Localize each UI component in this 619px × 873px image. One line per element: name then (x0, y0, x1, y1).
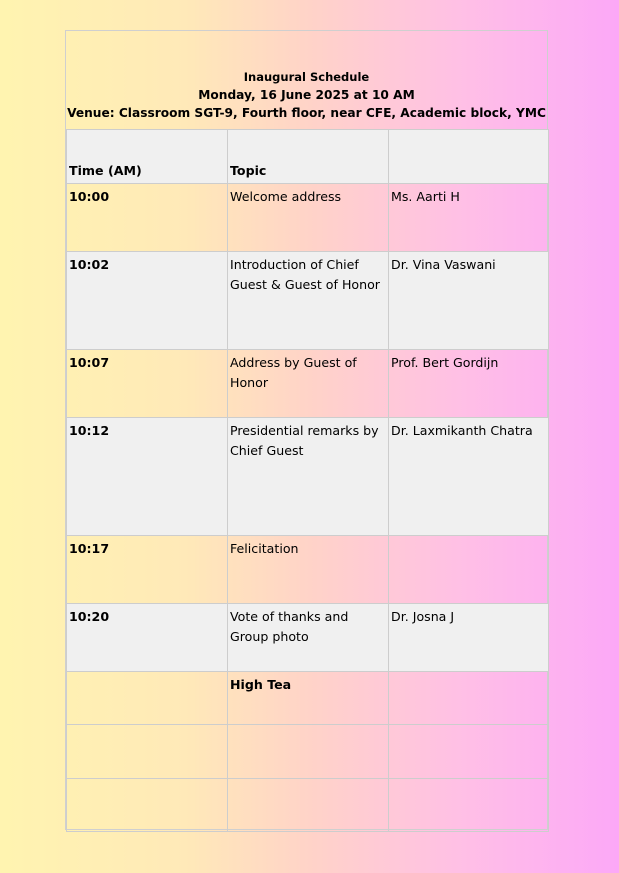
schedule-header (66, 31, 547, 129)
row-time: 10:17 (67, 536, 228, 604)
row-topic: Welcome address (228, 184, 389, 252)
empty-cell (389, 725, 549, 779)
row-topic: Felicitation (228, 536, 389, 604)
row-time: 10:02 (67, 252, 228, 350)
table-row (67, 350, 549, 418)
table-row (67, 536, 549, 604)
row-time: 10:12 (67, 418, 228, 536)
row-speaker (389, 672, 549, 725)
row-topic: Introduction of Chief Guest & Guest of Honor (228, 252, 389, 350)
row-speaker: Dr. Vina Vaswani (389, 252, 549, 350)
row-time: 10:00 (67, 184, 228, 252)
row-time: 10:20 (67, 604, 228, 672)
schedule-title: Inaugural Schedule (243, 70, 370, 84)
row-speaker (389, 536, 549, 604)
empty-cell (389, 779, 549, 832)
table-row (67, 252, 549, 350)
row-topic: Address by Guest of Honor (228, 350, 389, 418)
empty-cell (67, 725, 228, 779)
column-header-topic: Topic (228, 130, 389, 184)
table-row (67, 184, 549, 252)
row-speaker: Prof. Bert Gordijn (389, 350, 549, 418)
row-speaker: Dr. Laxmikanth Chatra (389, 418, 549, 536)
empty-cell (228, 725, 389, 779)
row-time: 10:07 (67, 350, 228, 418)
empty-table-row (67, 779, 549, 832)
row-time (67, 672, 228, 725)
empty-cell (67, 779, 228, 832)
row-topic: High Tea (228, 672, 389, 725)
empty-table-row (67, 725, 549, 779)
table-row (67, 604, 549, 672)
column-header-time: Time (AM) (67, 130, 228, 184)
schedule-venue: Venue: Classroom SGT-9, Fourth floor, near CFE, Academic block, YMC (67, 106, 546, 120)
table-row (67, 672, 549, 725)
table-row (67, 418, 549, 536)
row-topic: Vote of thanks and Group photo (228, 604, 389, 672)
row-speaker: Dr. Josna J (389, 604, 549, 672)
column-header-speaker (389, 130, 549, 184)
schedule-document (65, 30, 548, 830)
table-header-row (67, 130, 549, 184)
row-speaker: Ms. Aarti H (389, 184, 549, 252)
row-topic: Presidential remarks by Chief Guest (228, 418, 389, 536)
schedule-date: Monday, 16 June 2025 at 10 AM (198, 88, 415, 102)
schedule-table (66, 129, 549, 832)
empty-cell (228, 779, 389, 832)
